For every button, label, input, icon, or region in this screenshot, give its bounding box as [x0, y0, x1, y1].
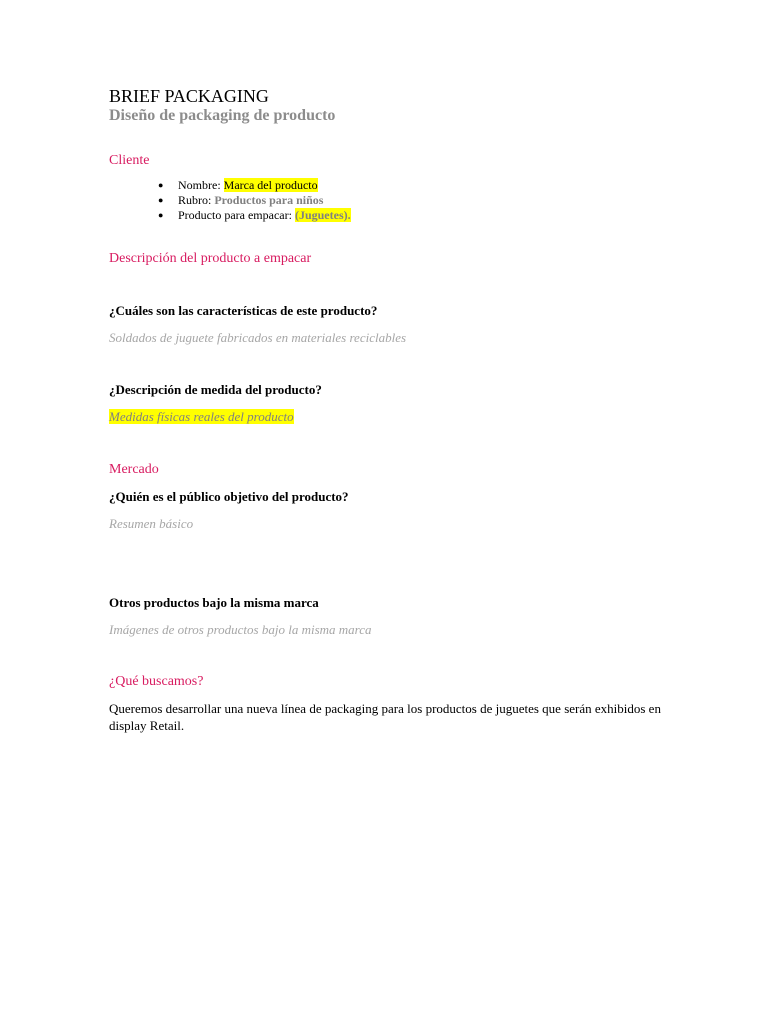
section-heading-mercado: Mercado — [109, 462, 159, 477]
list-item-producto — [155, 208, 351, 223]
question-medida: ¿Descripción de medida del producto? — [109, 382, 322, 397]
rubro-label: Rubro: — [178, 193, 215, 207]
producto-value: (Juguetes). — [294, 208, 351, 222]
answer-caracteristicas: Soldados de juguete fabricados en materiales reciclables — [109, 330, 407, 345]
producto-label: Producto para empacar: — [178, 208, 295, 222]
buscamos-paragraph: Queremos desarrollar una nueva línea de packaging para los productos de juguetes que serán exhibidos en display Retail. — [109, 701, 661, 733]
section-heading-cliente: Cliente — [109, 153, 150, 168]
list-item-rubro — [155, 193, 351, 208]
question-otros-productos: Otros productos bajo la misma marca — [109, 595, 319, 610]
bullet-icon: ● — [158, 180, 164, 190]
answer-otros-productos: Imágenes de otros productos bajo la misma marca — [109, 622, 372, 637]
section-heading-descripcion: Descripción del producto a empacar — [109, 251, 312, 266]
nombre-label: Nombre: — [178, 178, 224, 192]
document-title: BRIEF PACKAGING — [109, 86, 269, 106]
answer-publico: Resumen básico — [109, 516, 194, 531]
cliente-list — [155, 178, 351, 223]
list-item-nombre — [155, 178, 351, 193]
nombre-value: Marca del producto — [223, 178, 318, 192]
bullet-icon: ● — [158, 210, 164, 220]
question-publico: ¿Quién es el público objetivo del producto? — [109, 489, 349, 504]
question-caracteristicas: ¿Cuáles son las características de este producto? — [109, 303, 378, 318]
section-heading-buscamos: ¿Qué buscamos? — [109, 674, 204, 689]
rubro-value: Productos para niños — [214, 193, 324, 207]
bullet-icon: ● — [158, 195, 164, 205]
document-subtitle: Diseño de packaging de producto — [109, 107, 336, 124]
answer-medida-wrapper — [109, 408, 294, 426]
answer-medida: Medidas físicas reales del producto — [109, 409, 294, 424]
